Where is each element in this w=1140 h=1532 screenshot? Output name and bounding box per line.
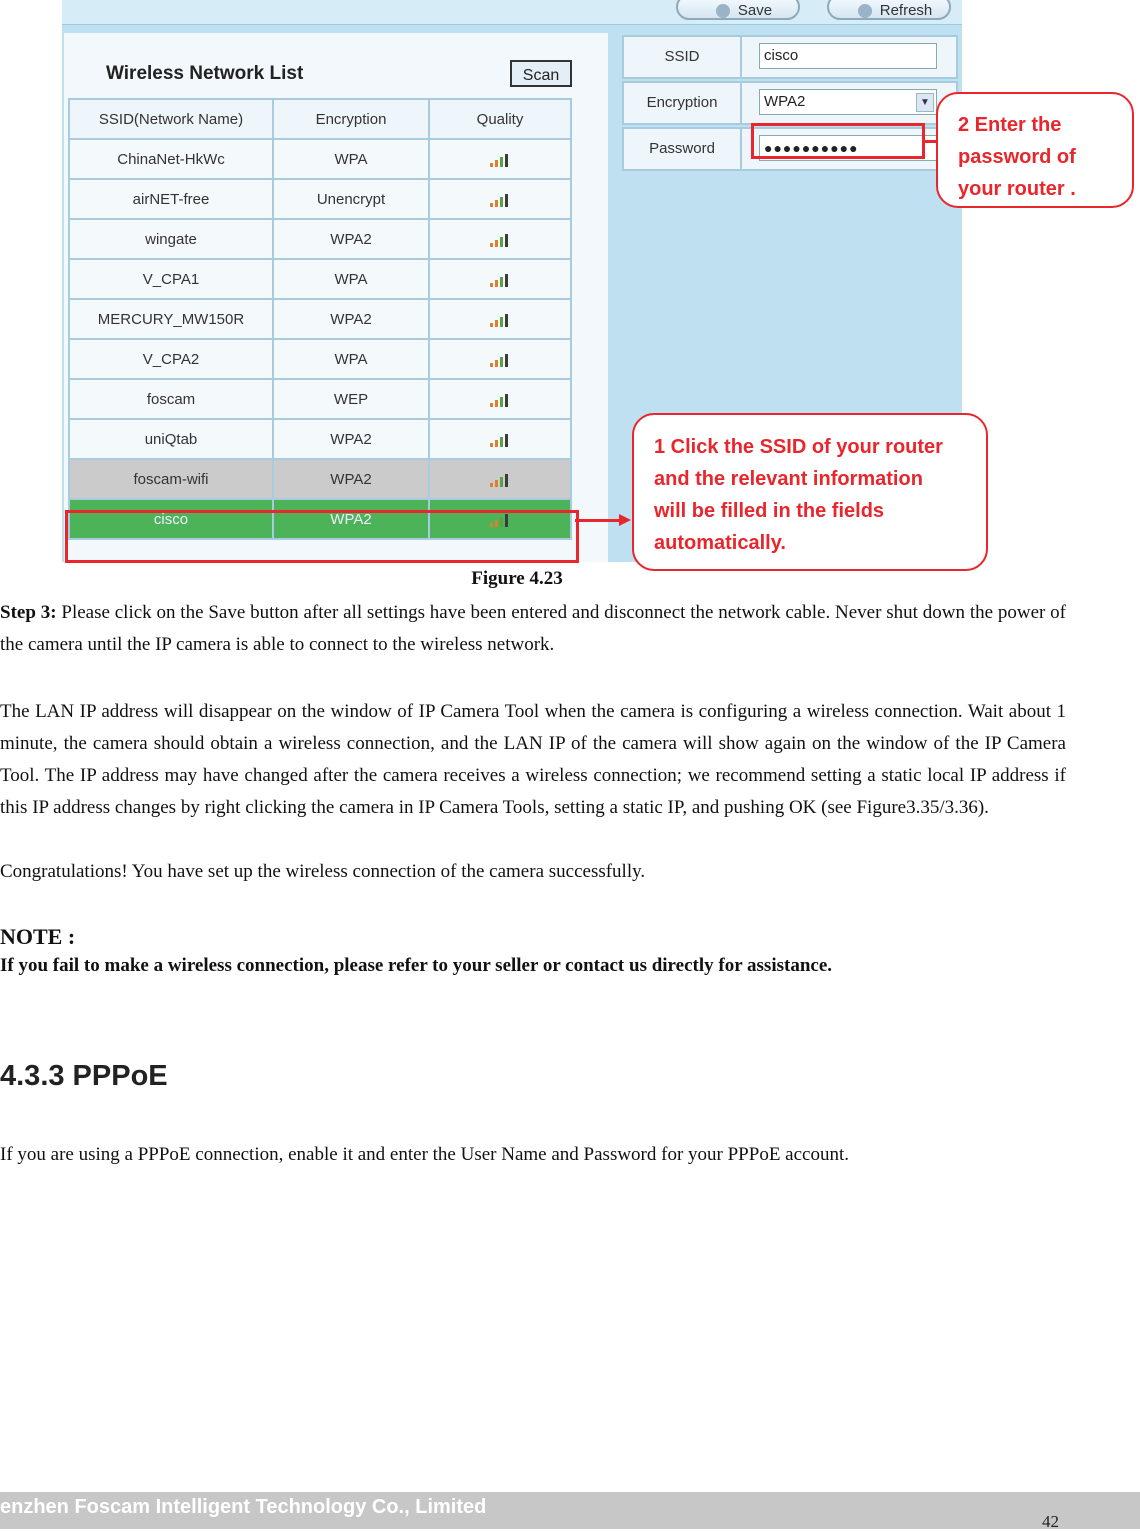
note-heading: NOTE :: [0, 924, 76, 949]
refresh-icon: [858, 4, 872, 18]
signal-bar: [495, 440, 498, 447]
panel-title: Wireless Network List: [106, 63, 304, 84]
signal-strength-icon: [490, 233, 510, 247]
network-row[interactable]: [69, 219, 571, 259]
step3-text: Please click on the Save button after all settings have been entered and disconnect the network cable. Never shut down the power of the camera until the IP camera is able to connect to the wireless network.: [0, 602, 1066, 655]
network-row[interactable]: [69, 139, 571, 179]
signal-bar: [505, 234, 508, 247]
signal-strength-icon: [490, 433, 510, 447]
signal-strength-icon: [490, 393, 510, 407]
encryption-cell: WPA2: [273, 459, 429, 499]
signal-bar: [505, 154, 508, 167]
signal-bar: [500, 437, 503, 447]
quality-cell: [429, 219, 571, 259]
signal-bar: [490, 243, 493, 247]
ssid-cell[interactable]: uniQtab: [69, 419, 273, 459]
ssid-cell[interactable]: airNET-free: [69, 179, 273, 219]
step3-paragraph: [0, 597, 1066, 661]
signal-strength-icon: [490, 193, 510, 207]
encryption-cell: WPA2: [273, 499, 429, 539]
ssid-cell[interactable]: foscam-wifi: [69, 459, 273, 499]
signal-bar: [500, 277, 503, 287]
encryption-cell: Unencrypt: [273, 179, 429, 219]
save-button[interactable]: Save: [676, 0, 800, 20]
signal-bar: [495, 400, 498, 407]
network-row[interactable]: [69, 339, 571, 379]
arrow-right-icon: [619, 514, 631, 526]
column-header: Encryption: [273, 99, 429, 139]
signal-bar: [505, 434, 508, 447]
signal-bar: [495, 480, 498, 487]
signal-bar: [500, 317, 503, 327]
signal-bar: [490, 363, 493, 367]
quality-cell: [429, 379, 571, 419]
ssid-cell[interactable]: ChinaNet-HkWc: [69, 139, 273, 179]
quality-cell: [429, 259, 571, 299]
network-row[interactable]: [69, 299, 571, 339]
signal-strength-icon: [490, 473, 510, 487]
wireless-network-panel: [64, 33, 608, 562]
encryption-cell: WEP: [273, 379, 429, 419]
encryption-value: WPA2: [764, 93, 806, 110]
encryption-select[interactable]: [759, 89, 937, 115]
chevron-down-icon[interactable]: ▼: [916, 93, 934, 112]
signal-bar: [490, 283, 493, 287]
ssid-cell[interactable]: foscam: [69, 379, 273, 419]
quality-cell: [429, 139, 571, 179]
signal-strength-icon: [490, 153, 510, 167]
signal-bar: [500, 237, 503, 247]
network-row[interactable]: [69, 459, 571, 499]
congrats-paragraph: Congratulations! You have set up the wireless connection of the camera successfully.: [0, 861, 646, 882]
signal-bar: [500, 477, 503, 487]
signal-bar: [505, 314, 508, 327]
signal-bar: [490, 163, 493, 167]
page-number: 42: [1042, 1512, 1059, 1531]
callout-enter-password: 2 Enter the password of your router .: [936, 92, 1134, 208]
lan-paragraph: The LAN IP address will disappear on the window of IP Camera Tool when the camera is configuring a wireless connection. Wait about 1 minute, the camera should obtain a wireless connection, and the LAN IP of the camera will show again on the window of the IP Camera Tool. The IP address may have changed after the camera receives a wireless connection; we recommend setting a static local IP address if this IP address changes by right clicking the camera in IP Camera Tools, setting a static IP, and pushing OK (see Figure3.35/3.36).: [0, 701, 1066, 818]
network-row[interactable]: [69, 179, 571, 219]
network-table: [68, 98, 572, 540]
ssid-input[interactable]: cisco: [759, 43, 937, 69]
signal-bar: [490, 483, 493, 487]
note-text: If you fail to make a wireless connection, please refer to your seller or contact us directly for assistance.: [0, 955, 833, 976]
signal-bar: [500, 357, 503, 367]
column-header: SSID(Network Name): [69, 99, 273, 139]
signal-bar: [500, 197, 503, 207]
footer-company: enzhen Foscam Intelligent Technology Co., Limited: [0, 1496, 487, 1518]
quality-cell: [429, 339, 571, 379]
password-label: Password: [624, 129, 742, 169]
signal-bar: [505, 274, 508, 287]
signal-bar: [495, 320, 498, 327]
ssid-cell[interactable]: wingate: [69, 219, 273, 259]
footer-bar: [0, 1492, 1140, 1529]
encryption-cell: WPA: [273, 259, 429, 299]
encryption-cell: WPA2: [273, 219, 429, 259]
table-header: [69, 99, 571, 139]
signal-bar: [505, 394, 508, 407]
encryption-cell: WPA: [273, 139, 429, 179]
save-icon: [716, 4, 730, 18]
column-header: Quality: [429, 99, 571, 139]
ssid-label: SSID: [624, 37, 742, 77]
pppoe-paragraph: If you are using a PPPoE connection, enable it and enter the User Name and Password for your PPPoE account.: [0, 1144, 849, 1165]
ssid-cell[interactable]: MERCURY_MW150R: [69, 299, 273, 339]
password-input[interactable]: ●●●●●●●●●●: [759, 135, 937, 161]
encryption-cell: WPA: [273, 339, 429, 379]
encryption-row: [622, 81, 958, 125]
signal-bar: [495, 240, 498, 247]
network-row[interactable]: [69, 259, 571, 299]
encryption-cell: WPA2: [273, 419, 429, 459]
signal-strength-icon: [490, 353, 510, 367]
signal-bar: [495, 280, 498, 287]
quality-cell: [429, 459, 571, 499]
section-heading: 4.3.3 PPPoE: [0, 1060, 168, 1092]
toolbar: [62, 0, 962, 25]
signal-bar: [505, 474, 508, 487]
signal-bar: [490, 443, 493, 447]
signal-strength-icon: [490, 313, 510, 327]
signal-bar: [490, 403, 493, 407]
quality-cell: [429, 179, 571, 219]
step3-label: Step 3:: [0, 602, 57, 623]
signal-bar: [500, 157, 503, 167]
ssid-cell[interactable]: V_CPA2: [69, 339, 273, 379]
callout-click-ssid: 1 Click the SSID of your router and the relevant information will be filled in the fields automatically.: [632, 413, 988, 571]
signal-bar: [495, 200, 498, 207]
signal-bar: [500, 397, 503, 407]
signal-bar: [490, 323, 493, 327]
connector-line: [575, 519, 621, 522]
selected-ssid-highlight: [65, 510, 579, 563]
quality-cell: [429, 299, 571, 339]
signal-bar: [495, 360, 498, 367]
ssid-cell[interactable]: cisco: [69, 499, 273, 539]
quality-cell: [429, 419, 571, 459]
figure-caption: Figure 4.23: [471, 568, 563, 589]
refresh-button[interactable]: Refresh: [827, 0, 951, 20]
network-row[interactable]: [69, 419, 571, 459]
encryption-cell: WPA2: [273, 299, 429, 339]
signal-strength-icon: [490, 273, 510, 287]
scan-button[interactable]: Scan: [510, 60, 572, 87]
signal-bar: [505, 194, 508, 207]
signal-bar: [495, 160, 498, 167]
signal-bar: [505, 354, 508, 367]
ssid-row: [622, 35, 958, 79]
ssid-cell[interactable]: V_CPA1: [69, 259, 273, 299]
network-row[interactable]: [69, 379, 571, 419]
password-highlight: [751, 123, 925, 159]
encryption-label: Encryption: [624, 83, 742, 123]
signal-bar: [490, 203, 493, 207]
